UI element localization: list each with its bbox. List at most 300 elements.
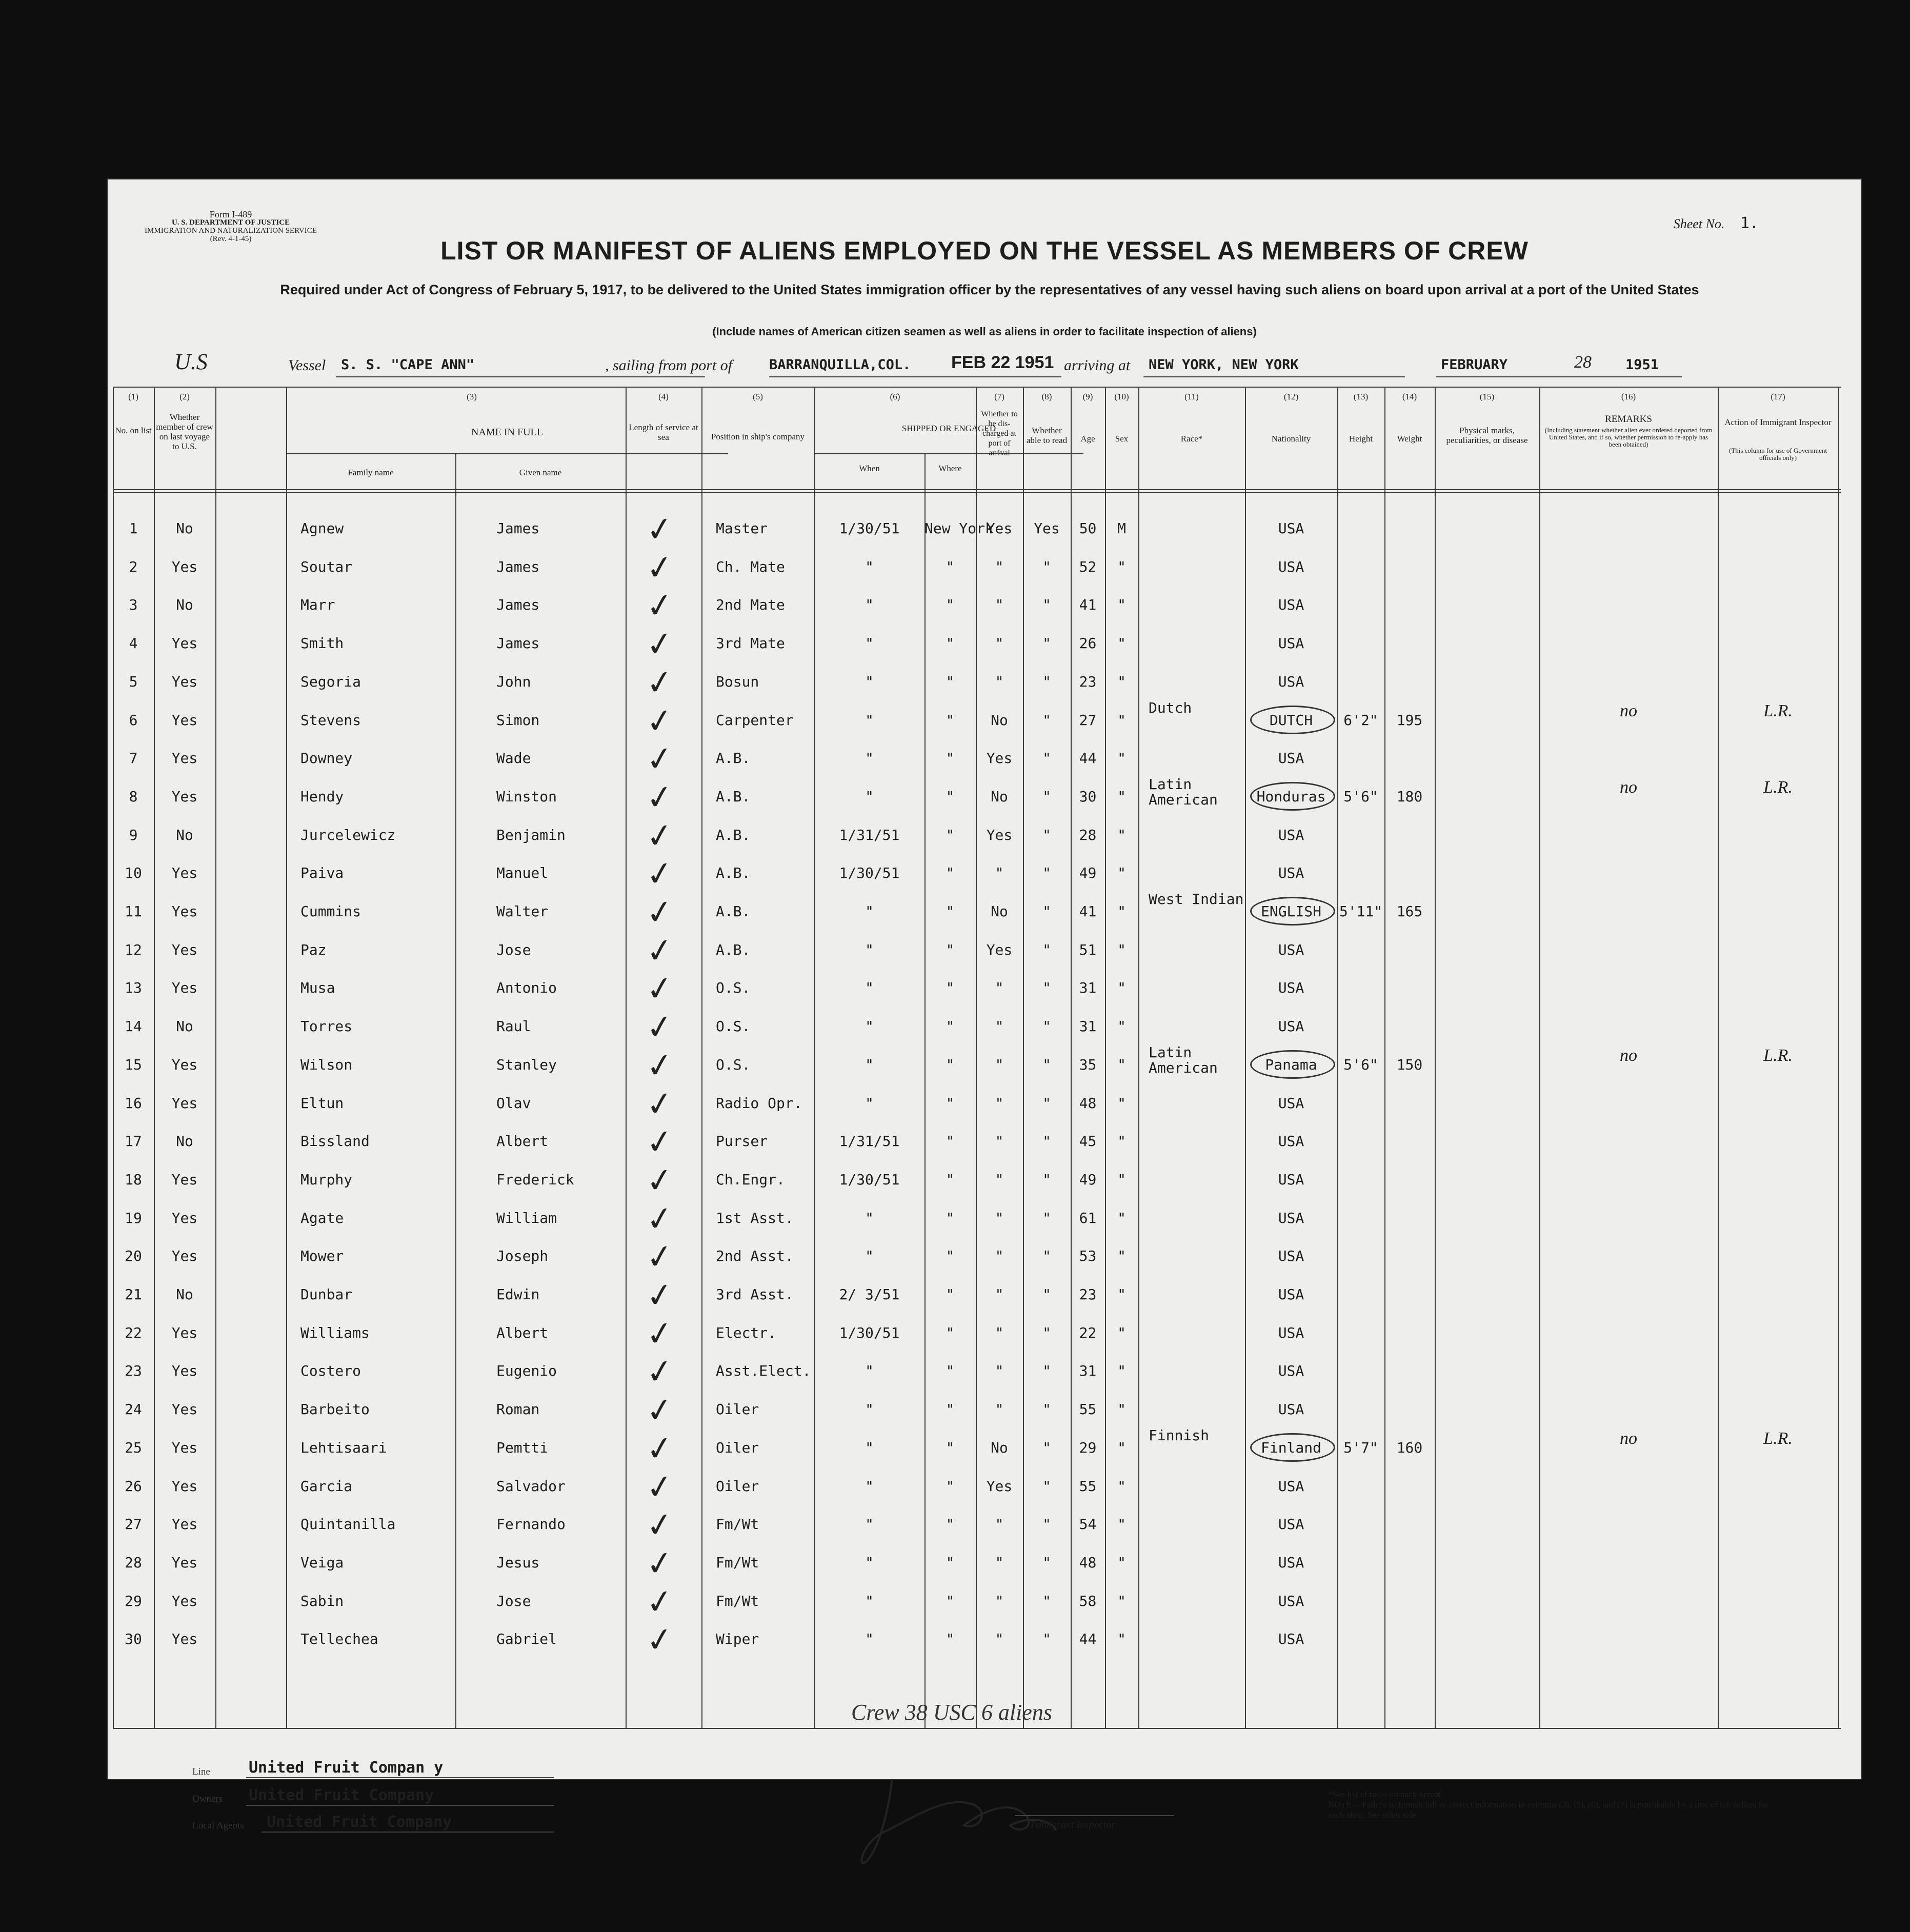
cell-nat: USA: [1278, 750, 1304, 767]
cell-sex: ": [1117, 1094, 1126, 1112]
cell-where: ": [946, 1362, 955, 1380]
cell-given: Albert: [496, 1324, 549, 1341]
cell-last: No: [176, 1286, 193, 1303]
penalty-note: NOTE.—Failure to furnish full or correct information in columns (3), (5), (6), and (7) is punishable by a fine of ten dollars for each alien. See other side.: [1328, 1800, 1769, 1820]
cell-no: 21: [125, 1286, 142, 1303]
cell-where: ": [946, 673, 955, 690]
cell-disch: No: [991, 903, 1008, 920]
cell-when: ": [865, 635, 874, 652]
cell-sex: ": [1117, 1516, 1126, 1533]
cell-when: ": [865, 788, 874, 805]
cell-read: ": [1042, 1094, 1051, 1112]
cell-pos: Ch. Mate: [716, 558, 785, 575]
cell-last: Yes: [171, 635, 198, 652]
cell-sex: ": [1117, 788, 1126, 805]
checkmark-icon: ✓: [644, 623, 676, 666]
cell-pos: Ch.Engr.: [716, 1171, 785, 1188]
table-row: [113, 1390, 1841, 1432]
cell-disch: ": [995, 1592, 1004, 1609]
cell-age: 23: [1079, 1286, 1097, 1303]
checkmark-icon: ✓: [644, 969, 676, 1010]
cell-height: 5'6": [1343, 788, 1378, 805]
cell-nat: Panama: [1265, 1056, 1317, 1073]
cell-nat: USA: [1278, 1171, 1304, 1188]
vessel-underline: [336, 376, 705, 377]
cell-race: Latin American: [1149, 775, 1218, 808]
cell-no: 23: [125, 1362, 142, 1380]
cell-disch: ": [995, 635, 1004, 652]
cell-last: Yes: [171, 979, 198, 997]
cell-given: Stanley: [496, 1056, 557, 1073]
cell-given: James: [496, 520, 540, 537]
inspector-underline: [1015, 1815, 1174, 1816]
table-row: [113, 1198, 1841, 1240]
cell-when: 2/ 3/51: [839, 1286, 900, 1303]
cell-given: Olav: [496, 1094, 531, 1112]
cell-no: 18: [125, 1171, 142, 1188]
cell-last: No: [176, 1133, 193, 1150]
table-row: [113, 738, 1841, 780]
cell-when: ": [865, 1401, 874, 1418]
cell-nat: USA: [1278, 1592, 1304, 1609]
crew-manifest-table: [113, 387, 1841, 1728]
checkmark-icon: ✓: [644, 1160, 676, 1202]
table-row: [113, 1043, 1841, 1087]
cell-where: ": [946, 1439, 955, 1456]
cell-read: ": [1042, 673, 1051, 690]
cell-read: ": [1042, 1056, 1051, 1073]
cell-read: ": [1042, 1516, 1051, 1533]
cell-nat: USA: [1278, 1094, 1304, 1112]
header-able-to-read: Whether able to read: [1026, 426, 1068, 445]
cell-nat: USA: [1278, 520, 1304, 537]
cell-pos: Radio Opr.: [716, 1094, 802, 1112]
cell-read: ": [1042, 1554, 1051, 1571]
cell-action: L.R.: [1763, 701, 1793, 720]
cell-when: ": [865, 1209, 874, 1226]
cell-no: 1: [129, 520, 138, 537]
cell-given: Winston: [496, 788, 557, 805]
table-row: [113, 891, 1841, 934]
checkmark-icon: ✓: [644, 1581, 676, 1623]
cell-no: 12: [125, 941, 142, 958]
cell-read: ": [1042, 1477, 1051, 1495]
cell-disch: ": [995, 1171, 1004, 1188]
cell-last: Yes: [171, 1401, 198, 1418]
cell-family: Marr: [300, 596, 335, 614]
cell-family: Lehtisaari: [300, 1439, 387, 1456]
cell-family: Barbeito: [300, 1401, 370, 1418]
cell-pos: A.B.: [716, 826, 751, 843]
table-row: [113, 1160, 1841, 1202]
header-remarks: REMARKS: [1605, 414, 1652, 425]
cell-remark: no: [1620, 1045, 1637, 1065]
cell-weight: 165: [1396, 903, 1423, 920]
cell-nat: USA: [1278, 1362, 1304, 1380]
cell-disch: ": [995, 1516, 1004, 1533]
name-subheader-rule: [286, 453, 728, 454]
cell-height: 5'7": [1343, 1439, 1378, 1456]
cell-disch: No: [991, 1439, 1008, 1456]
races-note: *See list of races on back hereof.: [1328, 1789, 1444, 1799]
cell-read: ": [1042, 750, 1051, 767]
cell-last: Yes: [171, 1631, 198, 1648]
department: U. S. DEPARTMENT OF JUSTICE: [171, 218, 290, 227]
cell-pos: O.S.: [716, 1018, 751, 1035]
cell-where: ": [946, 788, 955, 805]
cell-age: 31: [1079, 979, 1097, 997]
cell-pos: 2nd Asst.: [716, 1247, 794, 1265]
cell-read: ": [1042, 1324, 1051, 1341]
table-row: [113, 1352, 1841, 1393]
cell-age: 30: [1079, 788, 1097, 805]
cell-last: No: [176, 826, 193, 843]
cell-where: ": [946, 1554, 955, 1571]
cell-family: Torres: [300, 1018, 353, 1035]
cell-last: Yes: [171, 1554, 198, 1571]
cell-age: 53: [1079, 1247, 1097, 1265]
cell-pos: Fm/Wt: [716, 1516, 759, 1533]
cell-family: Wilson: [300, 1056, 353, 1073]
cell-age: 54: [1079, 1516, 1097, 1533]
cell-where: ": [946, 1516, 955, 1533]
header-name-in-full: NAME IN FULL: [471, 427, 543, 438]
cell-given: Salvador: [496, 1477, 566, 1495]
cell-pos: Oiler: [716, 1477, 759, 1495]
cell-sex: ": [1117, 1477, 1126, 1495]
cell-no: 11: [125, 903, 142, 920]
cell-where: ": [946, 1477, 955, 1495]
cell-age: 58: [1079, 1592, 1097, 1609]
cell-no: 28: [125, 1554, 142, 1571]
table-row: [113, 623, 1841, 666]
table-row: [113, 662, 1841, 704]
header-family-name: Family name: [348, 468, 394, 477]
col-number: (10): [1114, 392, 1129, 401]
col-number: (1): [128, 392, 138, 401]
cell-read: ": [1042, 1286, 1051, 1303]
cell-sex: ": [1117, 1592, 1126, 1609]
cell-age: 55: [1079, 1477, 1097, 1495]
cell-family: Dunbar: [300, 1286, 353, 1303]
table-row: [113, 1275, 1841, 1317]
cell-no: 15: [125, 1056, 142, 1073]
form-number: Form I-489: [209, 209, 252, 219]
cell-age: 55: [1079, 1401, 1097, 1418]
cell-given: Benjamin: [496, 826, 566, 843]
cell-no: 24: [125, 1401, 142, 1418]
cell-sex: ": [1117, 1209, 1126, 1226]
cell-age: 50: [1079, 520, 1097, 537]
cell-where: ": [946, 1324, 955, 1341]
header-where: Where: [938, 464, 962, 473]
cell-age: 61: [1079, 1209, 1097, 1226]
cell-when: ": [865, 1516, 874, 1533]
checkmark-icon: ✓: [644, 738, 676, 780]
cell-given: Pemtti: [496, 1439, 549, 1456]
table-row: [113, 853, 1841, 895]
cell-given: Raul: [496, 1018, 531, 1035]
cell-pos: Electr.: [716, 1324, 777, 1341]
cell-no: 7: [129, 750, 138, 767]
cell-race: West Indian: [1149, 891, 1244, 908]
cell-when: ": [865, 1554, 874, 1571]
cell-when: ": [865, 673, 874, 690]
table-row: [113, 930, 1841, 972]
cell-read: ": [1042, 596, 1051, 614]
cell-no: 26: [125, 1477, 142, 1495]
cell-no: 30: [125, 1631, 142, 1648]
cell-nat: USA: [1278, 596, 1304, 614]
cell-when: ": [865, 903, 874, 920]
cell-given: Walter: [496, 903, 549, 920]
table-row: [113, 1581, 1841, 1623]
arrival-underline: [1143, 376, 1405, 377]
table-row: [113, 1619, 1841, 1661]
table-row: [113, 1426, 1841, 1470]
cell-where: ": [946, 1094, 955, 1112]
cell-disch: ": [995, 673, 1004, 690]
col-number: (3): [467, 392, 477, 401]
checkmark-icon: ✓: [644, 930, 676, 972]
table-row: [113, 1504, 1841, 1546]
cell-where: ": [946, 750, 955, 767]
checkmark-icon: ✓: [644, 777, 676, 819]
col-number: (2): [179, 392, 190, 401]
cell-where: ": [946, 558, 955, 575]
inspector-label: Immigrant Inspector.: [1031, 1819, 1117, 1830]
checkmark-icon: ✓: [644, 1275, 676, 1317]
checkmark-icon: ✓: [644, 1352, 676, 1393]
cell-last: Yes: [171, 1056, 198, 1073]
cell-family: Segoria: [300, 673, 361, 690]
header-shipped-or-engaged: SHIPPED OR ENGAGED: [901, 424, 996, 433]
sailing-label: , sailing from port of: [605, 357, 733, 374]
cell-disch: ": [995, 1018, 1004, 1035]
cell-age: 35: [1079, 1056, 1097, 1073]
col-number: (12): [1283, 392, 1299, 401]
col-number: (6): [890, 392, 900, 401]
cell-given: John: [496, 673, 531, 690]
cell-when: ": [865, 1018, 874, 1035]
cell-family: Sabin: [300, 1592, 344, 1609]
cell-family: Cummins: [300, 903, 361, 920]
cell-where: ": [946, 979, 955, 997]
header-age: Age: [1080, 434, 1095, 444]
cell-sex: ": [1117, 1286, 1126, 1303]
cell-read: ": [1042, 1171, 1051, 1188]
cell-when: 1/31/51: [839, 826, 900, 843]
cell-given: Jose: [496, 1592, 531, 1609]
vessel-name: S. S. "CAPE ANN": [341, 357, 475, 373]
cell-where: ": [946, 1056, 955, 1073]
cell-sex: ": [1117, 1171, 1126, 1188]
cell-sex: ": [1117, 941, 1126, 958]
cell-given: William: [496, 1209, 557, 1226]
cell-where: ": [946, 941, 955, 958]
cell-when: 1/30/51: [839, 520, 900, 537]
cell-sex: ": [1117, 979, 1126, 997]
nationality-circle: [1250, 1433, 1335, 1462]
nationality-circle: [1250, 897, 1335, 925]
table-row: [113, 969, 1841, 1010]
cell-no: 8: [129, 788, 138, 805]
cell-where: ": [946, 864, 955, 882]
cell-disch: ": [995, 1056, 1004, 1073]
cell-race: Finnish: [1149, 1426, 1210, 1444]
cell-family: Bissland: [300, 1133, 370, 1150]
cell-age: 41: [1079, 596, 1097, 614]
cell-sex: ": [1117, 1554, 1126, 1571]
cell-family: Musa: [300, 979, 335, 997]
cell-age: 44: [1079, 750, 1097, 767]
cell-where: ": [946, 1631, 955, 1648]
cell-disch: ": [995, 596, 1004, 614]
checkmark-icon: ✓: [644, 662, 676, 704]
cell-where: ": [946, 1171, 955, 1188]
cell-read: ": [1042, 635, 1051, 652]
checkmark-icon: ✓: [644, 1390, 676, 1432]
checkmark-icon: ✓: [644, 586, 676, 627]
cell-sex: ": [1117, 1631, 1126, 1648]
cell-when: ": [865, 558, 874, 575]
footer-notes: [1328, 1789, 1769, 1820]
cell-sex: ": [1117, 1133, 1126, 1150]
cell-given: Jose: [496, 941, 531, 958]
cell-no: 9: [129, 826, 138, 843]
cell-nat: USA: [1278, 941, 1304, 958]
cell-age: 52: [1079, 558, 1097, 575]
cell-when: 1/31/51: [839, 1133, 900, 1150]
cell-no: 22: [125, 1324, 142, 1341]
header-sex: Sex: [1115, 434, 1129, 444]
cell-pos: A.B.: [716, 864, 751, 882]
cell-height: 5'6": [1343, 1056, 1378, 1073]
cell-disch: No: [991, 788, 1008, 805]
col-number: (7): [994, 392, 1004, 401]
checkmark-icon: ✓: [644, 1083, 676, 1125]
header-last-voyage: Whether member of crew on last voyage to U.S.: [156, 412, 213, 451]
cell-family: Eltun: [300, 1094, 344, 1112]
cell-family: Smith: [300, 635, 344, 652]
cell-family: Quintanilla: [300, 1516, 396, 1533]
cell-sex: ": [1117, 1324, 1126, 1341]
checkmark-icon: ✓: [644, 700, 676, 742]
cell-when: ": [865, 1631, 874, 1648]
cell-disch: ": [995, 1286, 1004, 1303]
cell-last: Yes: [171, 1171, 198, 1188]
cell-no: 19: [125, 1209, 142, 1226]
table-row: [113, 547, 1841, 589]
crew-total-note: Crew 38 USC 6 aliens: [851, 1700, 1052, 1725]
cell-sex: ": [1117, 1247, 1126, 1265]
cell-disch: ": [995, 1554, 1004, 1571]
checkmark-icon: ✓: [644, 853, 676, 895]
cell-sex: ": [1117, 673, 1126, 690]
cell-family: Agate: [300, 1209, 344, 1226]
cell-family: Stevens: [300, 711, 361, 729]
cell-disch: ": [995, 1631, 1004, 1648]
cell-last: Yes: [171, 1324, 198, 1341]
cell-age: 49: [1079, 1171, 1097, 1188]
cell-age: 22: [1079, 1324, 1097, 1341]
header-inspector-action: Action of Immigrant Inspector: [1724, 417, 1832, 427]
cell-when: 1/30/51: [839, 1171, 900, 1188]
cell-sex: ": [1117, 711, 1126, 729]
cell-read: ": [1042, 1018, 1051, 1035]
vessel-label: Vessel: [288, 357, 326, 374]
col-number: (17): [1771, 392, 1785, 401]
cell-where: New York: [924, 520, 994, 537]
inspector-signature: [856, 1764, 1164, 1882]
cell-age: 48: [1079, 1554, 1097, 1571]
sheet-number: [1674, 214, 1759, 232]
cell-when: ": [865, 1094, 874, 1112]
table-row: [113, 509, 1841, 551]
cell-read: ": [1042, 864, 1051, 882]
checkmark-icon: ✓: [644, 892, 676, 934]
cell-read: ": [1042, 788, 1051, 805]
nationality-circle: [1250, 706, 1335, 734]
cell-no: 29: [125, 1592, 142, 1609]
checkmark-icon: ✓: [644, 1466, 676, 1508]
cell-no: 13: [125, 979, 142, 997]
cell-where: ": [946, 903, 955, 920]
cell-given: Gabriel: [496, 1631, 557, 1648]
cell-race: Latin American: [1149, 1043, 1218, 1076]
cell-nat: USA: [1278, 1477, 1304, 1495]
cell-pos: Fm/Wt: [716, 1554, 759, 1571]
checkmark-icon: ✓: [644, 1619, 676, 1661]
cell-sex: ": [1117, 596, 1126, 614]
table-row: [113, 1543, 1841, 1585]
revision: (Rev. 4-1-45): [210, 235, 252, 243]
header-no-on-list: No. on list: [115, 426, 152, 435]
cell-no: 16: [125, 1094, 142, 1112]
checkmark-icon: ✓: [644, 509, 676, 551]
cell-given: Manuel: [496, 864, 549, 882]
col-number: (5): [753, 392, 763, 401]
table-row: [113, 586, 1841, 627]
cell-pos: 3rd Asst.: [716, 1286, 794, 1303]
cell-nat: USA: [1278, 635, 1304, 652]
cell-when: 1/30/51: [839, 864, 900, 882]
cell-when: ": [865, 1362, 874, 1380]
table-bottom-border: [113, 1728, 1841, 1729]
owners-underline: [246, 1805, 554, 1806]
checkmark-icon: ✓: [644, 815, 676, 857]
table-row: [113, 1466, 1841, 1508]
header-when: When: [859, 464, 880, 473]
cell-sex: ": [1117, 1056, 1126, 1073]
cell-disch: ": [995, 1209, 1004, 1226]
cell-pos: Oiler: [716, 1439, 759, 1456]
header-remarks-note: (Including statement whether alien ever ordered deported from United States, and if so, whether permission to re-apply has been obtained): [1544, 426, 1713, 448]
cell-nat: USA: [1278, 1018, 1304, 1035]
cell-sex: ": [1117, 750, 1126, 767]
cell-race: Dutch: [1149, 699, 1192, 716]
cell-disch: ": [995, 1401, 1004, 1418]
cell-sex: ": [1117, 903, 1126, 920]
cell-age: 26: [1079, 635, 1097, 652]
cell-family: Paiva: [300, 864, 344, 882]
cell-family: Williams: [300, 1324, 370, 1341]
cell-given: Eugenio: [496, 1362, 557, 1380]
cell-when: 1/30/51: [839, 1324, 900, 1341]
manifest-sheet: [108, 179, 1861, 1831]
cell-when: ": [865, 1247, 874, 1265]
page-subnote: (Include names of American citizen seamen as well as aliens in order to facilitate inspection of aliens): [712, 325, 1257, 338]
